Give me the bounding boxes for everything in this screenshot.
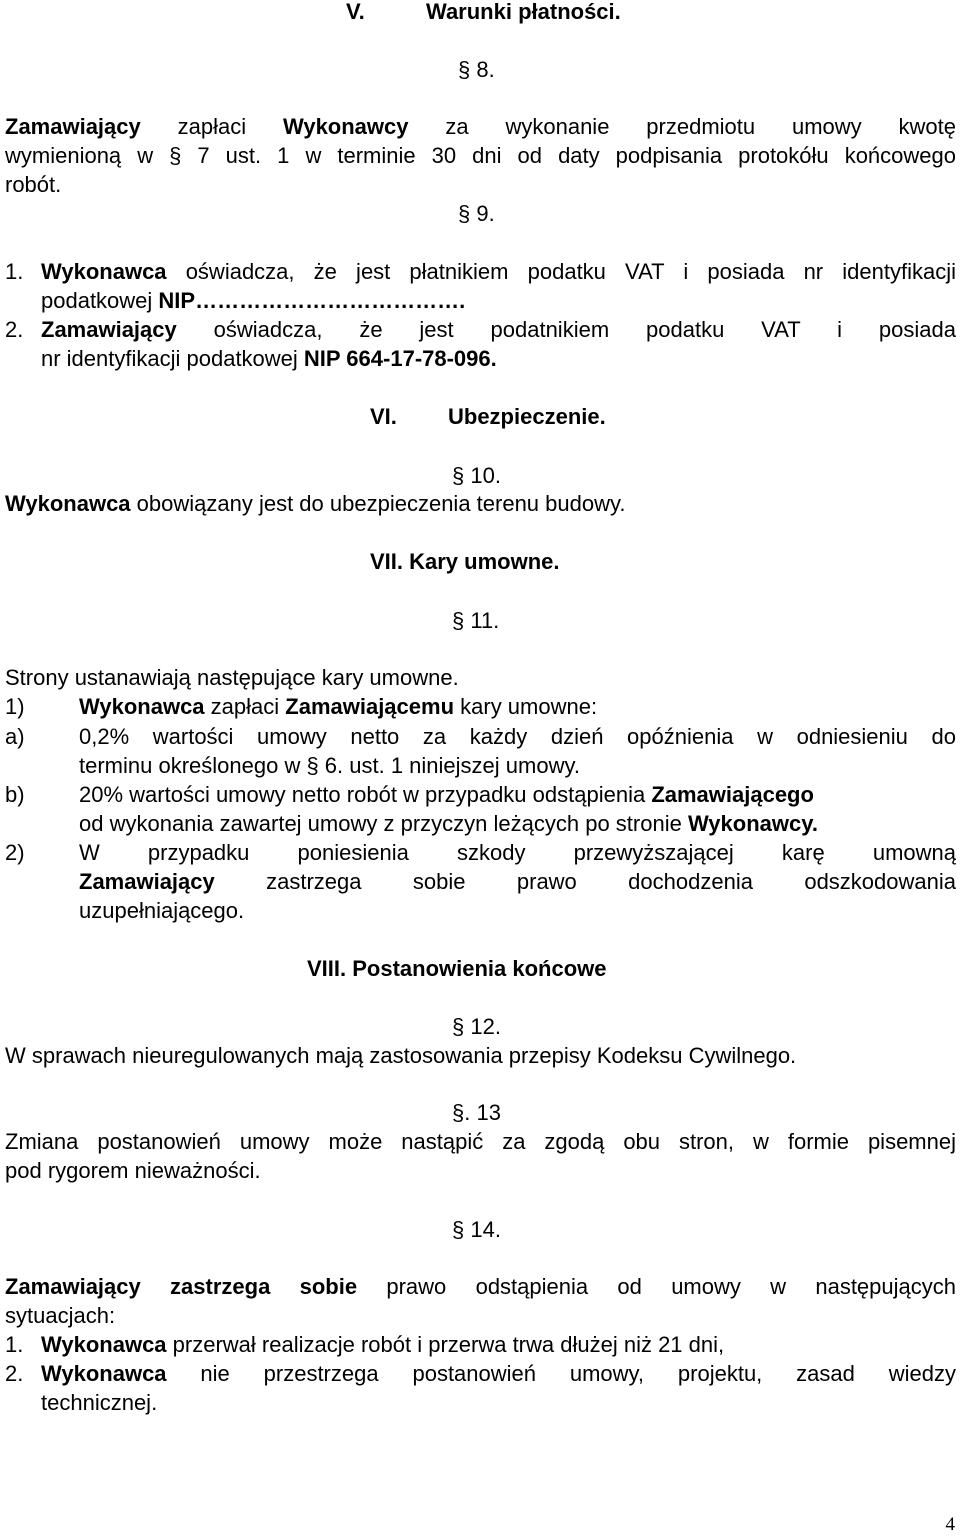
bold-text-run: Zamawiający bbox=[41, 317, 177, 342]
text-run: 20% wartości umowy netto robót w przypadku odstąpienia bbox=[79, 782, 652, 807]
text-run: nr identyfikacji podatkowej bbox=[41, 346, 304, 371]
list-item: technicznej. bbox=[41, 1390, 158, 1415]
bold-text-run: Zamawiającemu bbox=[285, 694, 455, 719]
paragraph-mark: §. 13 bbox=[452, 1100, 501, 1125]
bold-text-run: Zamawiający zastrzega sobie bbox=[5, 1274, 358, 1299]
section-title: VII. Kary umowne. bbox=[370, 549, 560, 574]
text-run: oświadcza, że jest podatnikiem podatku VAT i posiada bbox=[176, 317, 956, 342]
text-line: wymienioną w § 7 ust. 1 w terminie 30 dni od daty podpisania protokółu końcowego bbox=[5, 143, 956, 168]
text-line: sytuacjach: bbox=[5, 1303, 116, 1328]
text-run: przerwał realizacje robót i przerwa trwa dłużej niż 21 dni, bbox=[166, 1332, 725, 1357]
list-number: 1. bbox=[5, 259, 24, 284]
paragraph-mark: § 14. bbox=[452, 1217, 501, 1242]
text-line: Strony ustanawiają następujące kary umowne. bbox=[5, 665, 459, 690]
text-line bbox=[5, 1272, 956, 1301]
list-number: 1. bbox=[5, 1332, 24, 1357]
list-item: terminu określonego w § 6. ust. 1 niniejszej umowy. bbox=[79, 753, 580, 778]
text-line bbox=[5, 489, 625, 518]
list-item bbox=[41, 257, 956, 286]
text-run: za wykonanie przedmiotu umowy kwotę bbox=[408, 114, 956, 139]
bold-text-run: Zamawiający bbox=[5, 114, 141, 139]
text-run: zapłaci bbox=[204, 694, 286, 719]
list-item bbox=[41, 1330, 724, 1359]
list-item bbox=[79, 692, 597, 721]
section-title: VIII. Postanowienia końcowe bbox=[307, 956, 607, 981]
list-item bbox=[41, 315, 956, 344]
text-line: robót. bbox=[5, 172, 62, 197]
text-run: oświadcza, że jest płatnikiem podatku VAT i posiada nr identyfikacji bbox=[166, 259, 956, 284]
list-letter: b) bbox=[5, 782, 25, 807]
list-item bbox=[41, 286, 465, 315]
section-title: Warunki płatności. bbox=[426, 0, 621, 24]
bold-text-run: Zamawiający bbox=[79, 869, 215, 894]
list-item bbox=[41, 344, 497, 373]
list-number: 2. bbox=[5, 1361, 24, 1386]
text-run: od wykonania zawartej umowy z przyczyn leżących po stronie bbox=[79, 811, 688, 836]
list-number: 1) bbox=[5, 694, 25, 719]
paragraph-mark: § 8. bbox=[458, 57, 495, 82]
text-run: kary umowne: bbox=[454, 694, 598, 719]
text-line: W sprawach nieuregulowanych mają zastosowania przepisy Kodeksu Cywilnego. bbox=[5, 1043, 797, 1068]
text-run: nie przestrzega postanowień umowy, projektu, zasad wiedzy bbox=[166, 1361, 956, 1386]
bold-text-run: Wykonawca bbox=[41, 259, 167, 284]
list-item: W przypadku poniesienia szkody przewyższającej karę umowną bbox=[79, 840, 956, 865]
section-title: Ubezpieczenie. bbox=[448, 404, 606, 429]
section-number: VI. bbox=[370, 404, 397, 429]
text-run: zastrzega sobie prawo dochodzenia odszkodowania bbox=[214, 869, 956, 894]
bold-text-run: Wykonawca bbox=[5, 491, 131, 516]
bold-text-run: NIP………………………………. bbox=[158, 288, 466, 313]
list-item bbox=[79, 867, 956, 896]
text-run: zapłaci bbox=[140, 114, 283, 139]
section-number: V. bbox=[346, 0, 365, 24]
list-item bbox=[41, 1359, 956, 1388]
bold-text-run: Wykonawca bbox=[41, 1332, 167, 1357]
bold-text-run: Wykonawcy bbox=[282, 114, 409, 139]
paragraph-mark: § 12. bbox=[452, 1014, 501, 1039]
bold-text-run: Wykonawca bbox=[41, 1361, 167, 1386]
page-number: 4 bbox=[945, 1514, 955, 1535]
list-item: 0,2% wartości umowy netto za każdy dzień opóźnienia w odniesieniu do bbox=[79, 724, 956, 749]
paragraph-mark: § 10. bbox=[452, 463, 501, 488]
bold-text-run: Wykonawca bbox=[79, 694, 205, 719]
text-line: pod rygorem nieważności. bbox=[5, 1158, 261, 1183]
text-line: Zmiana postanowień umowy może nastąpić za zgodą obu stron, w formie pisemnej bbox=[5, 1129, 956, 1154]
bold-text-run: NIP 664-17-78-096. bbox=[303, 346, 497, 371]
paragraph-mark: § 11. bbox=[452, 608, 500, 633]
bold-text-run: Zamawiającego bbox=[651, 782, 814, 807]
list-letter: a) bbox=[5, 724, 25, 749]
list-item bbox=[79, 809, 818, 838]
text-run: podatkowej bbox=[41, 288, 159, 313]
bold-text-run: Wykonawcy. bbox=[687, 811, 818, 836]
text-run: prawo odstąpienia od umowy w następujących bbox=[357, 1274, 956, 1299]
text-line bbox=[5, 112, 956, 141]
list-item bbox=[79, 780, 814, 809]
list-number: 2) bbox=[5, 840, 25, 865]
text-run: obowiązany jest do ubezpieczenia terenu budowy. bbox=[130, 491, 626, 516]
paragraph-mark: § 9. bbox=[458, 201, 495, 226]
list-number: 2. bbox=[5, 317, 24, 342]
list-item: uzupełniającego. bbox=[79, 898, 245, 923]
